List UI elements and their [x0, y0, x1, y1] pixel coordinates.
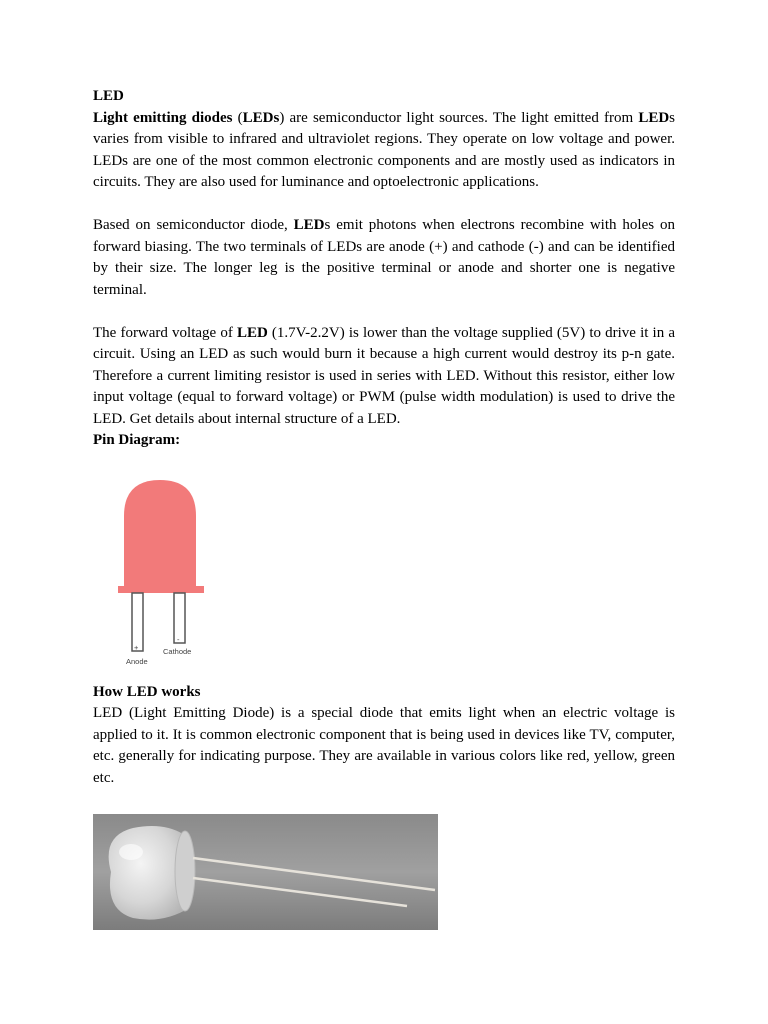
led-flange: [175, 831, 195, 911]
how-led-works-heading: How LED works: [93, 683, 201, 700]
bold-term: LED: [638, 109, 670, 126]
bold-term: Light emitting diodes: [93, 109, 233, 126]
anode-label: Anode: [126, 657, 148, 666]
led-rim: [118, 586, 204, 593]
paragraph-forward-voltage: The forward voltage of LED (1.7V-2.2V) is lower than the voltage supplied (5V) to drive it in a circuit. Using an LED as such would burn it because a high current would destroy its p-n gate. Therefore a current limiting resistor is used in series with LED. Without this resistor, either low input voltage (equal to forward voltage) or PWM (pulse width modulation) is used to drive the LED. Get details about internal structure of a LED.: [93, 324, 675, 427]
led-pin-diagram: [113, 476, 213, 671]
cathode-minus-label: -: [177, 635, 180, 644]
pin-diagram-heading: Pin Diagram:: [93, 432, 181, 448]
led-photo: [93, 814, 438, 930]
led-heading: LED: [93, 88, 124, 104]
bold-term: LED: [293, 217, 325, 233]
led-dome: [124, 480, 196, 586]
paragraph-biasing: Based on semiconductor diode, LEDs emit photons when electrons recombine with holes on forward biasing. The two terminals of LEDs are anode (+) and cathode (-) and can be identified by their size. The longer leg is the positive terminal or anode and shorter one is negative terminal.: [93, 217, 675, 298]
bold-term: LED: [236, 324, 268, 341]
cathode-leg: [174, 593, 185, 643]
cathode-label: Cathode: [163, 647, 192, 656]
paragraph-intro: Light emitting diodes (LEDs) are semiconductor light sources. The light emitted from LEDs varies from visible to infrared and ultraviolet regions. They operate on low voltage and power. LEDs are one of the most common electronic components and are mostly used as indicators in circuits. They are also used for luminance and optoelectronic applications.: [93, 109, 675, 190]
anode-plus-label: +: [134, 643, 139, 652]
paragraph-how-led-works: LED (Light Emitting Diode) is a special diode that emits light when an electric voltage is applied to it. It is common electronic component that is being used in devices like TV, computer, etc. generally for indicating purpose. They are available in various colors like red, yellow, green etc.: [93, 705, 675, 786]
bold-term: LEDs: [242, 109, 280, 126]
